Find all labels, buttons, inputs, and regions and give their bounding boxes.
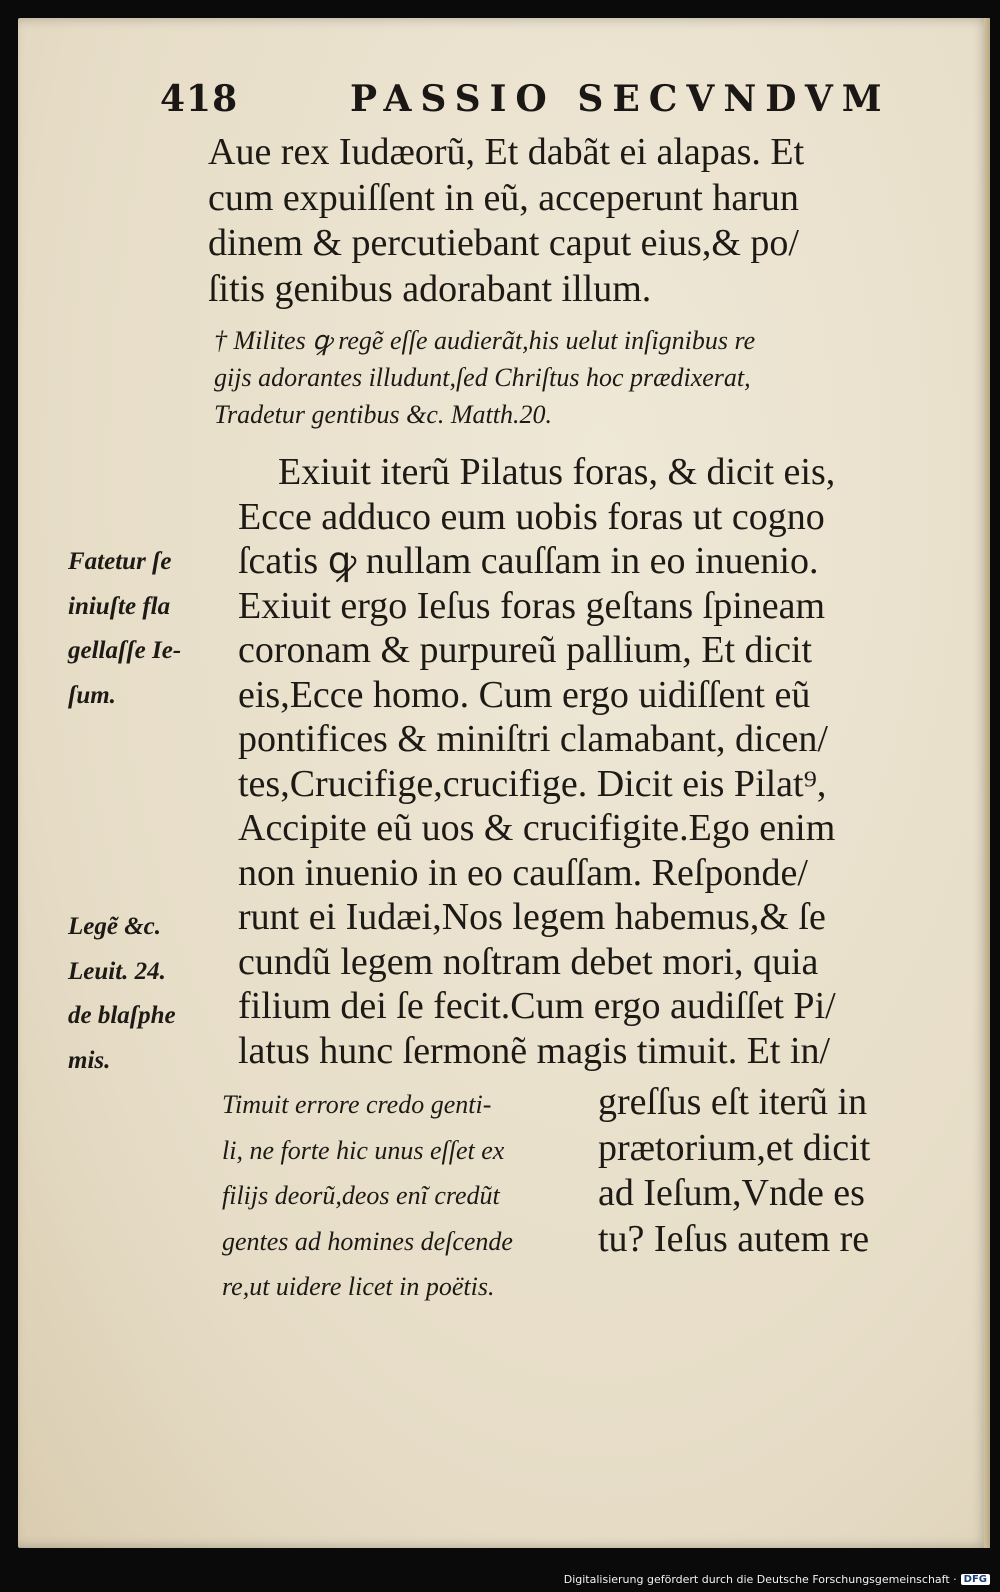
main-text-top	[208, 130, 928, 312]
margin-line: Fatetur ſe	[68, 548, 172, 575]
gloss-line: gentes ad homines deſcende	[222, 1226, 513, 1256]
text-line: runt ei Iudæi,Nos legem habemus,& ſe	[238, 896, 826, 938]
margin-note-lege	[68, 905, 176, 1083]
text-line: non inuenio in eo cauſſam. Reſponde/	[238, 851, 808, 894]
digitization-credit	[564, 1573, 990, 1586]
text-line: Aue rex Iudæorũ, Et dabãt ei alapas. Et	[208, 131, 805, 173]
text-line: pontifices & miniſtri clamabant, dicen/	[238, 718, 828, 760]
gloss-line: gijs adorantes illudunt,ſed Chriſtus hoc prædixerat,	[214, 363, 751, 392]
main-text-middle	[238, 450, 938, 1073]
margin-line: ſum.	[68, 681, 116, 709]
text-line: tu? Ieſus autem re	[598, 1217, 870, 1260]
text-line: coronam & purpureũ pallium, Et dicit	[238, 629, 813, 671]
gloss-line: Timuit errore credo genti-	[222, 1090, 492, 1119]
margin-line: mis.	[68, 1046, 111, 1074]
text-line: ad Ieſum,Vnde es	[598, 1172, 865, 1214]
running-head: PASSIO SECVNDVM	[350, 78, 891, 120]
gloss-top	[214, 322, 934, 433]
margin-line: iniuſte fla	[68, 592, 171, 620]
margin-line: gellaſſe Ie-	[68, 637, 182, 664]
text-line: Exiuit ergo Ieſus foras geſtans ſpineam	[238, 584, 826, 627]
text-line: ſitis genibus adorabant illum.	[208, 267, 652, 310]
text-line: ſcatis ꝙ nullam cauſſam in eo inuenio.	[238, 540, 819, 582]
text-line: Ecce adduco eum uobis foras ut cogno	[238, 495, 825, 538]
gloss-line: Tradetur gentibus &c. Matth.20.	[214, 400, 552, 429]
margin-note-fatetur	[68, 540, 181, 718]
text-line: Exiuit iterũ Pilatus foras, & dicit eis,	[278, 451, 836, 493]
text-line: cum expuiſſent in eũ, acceperunt harun	[208, 176, 799, 219]
bottom-gloss	[222, 1082, 602, 1310]
page-number: 418	[160, 78, 239, 120]
text-line: greſſus eſt iterũ in	[598, 1081, 868, 1123]
gloss-line: filijs deorũ,deos enĩ credũt	[222, 1181, 500, 1210]
text-line: dinem & percutiebant caput eius,& po/	[208, 222, 799, 264]
gloss-line: † Milites ꝙ regẽ eſſe audierãt,his uelut inſignibus re	[214, 326, 756, 355]
margin-line: de blaſphe	[68, 1002, 176, 1029]
text-line: filium dei ſe fecit.Cum ergo audiſſet Pi/	[238, 985, 836, 1027]
gloss-line: re,ut uidere licet in poëtis.	[222, 1272, 495, 1301]
margin-line: Legẽ &c.	[68, 913, 162, 940]
dfg-logo: DFG	[961, 1574, 990, 1585]
text-line: prætorium,et dicit	[598, 1126, 871, 1169]
text-line: latus hunc ſermonẽ magis timuit. Et in/	[238, 1029, 831, 1072]
main-text-bottom	[598, 1080, 938, 1262]
gloss-line: li, ne forte hic unus eſſet ex	[222, 1135, 505, 1165]
text-line: cundũ legem noſtram debet mori, quia	[238, 940, 819, 983]
margin-line: Leuit. 24.	[68, 957, 166, 985]
text-line: eis,Ecce homo. Cum ergo uidiſſent eũ	[238, 673, 811, 716]
page-edge	[984, 18, 990, 1548]
text-line: Accipite eũ uos & crucifigite.Ego enim	[238, 807, 836, 849]
text-line: tes,Crucifige,crucifige. Dicit eis Pilat⁹,	[238, 762, 827, 805]
credit-text: Digitalisierung gefördert durch die Deutsche Forschungsgemeinschaft ·	[563, 1573, 957, 1586]
